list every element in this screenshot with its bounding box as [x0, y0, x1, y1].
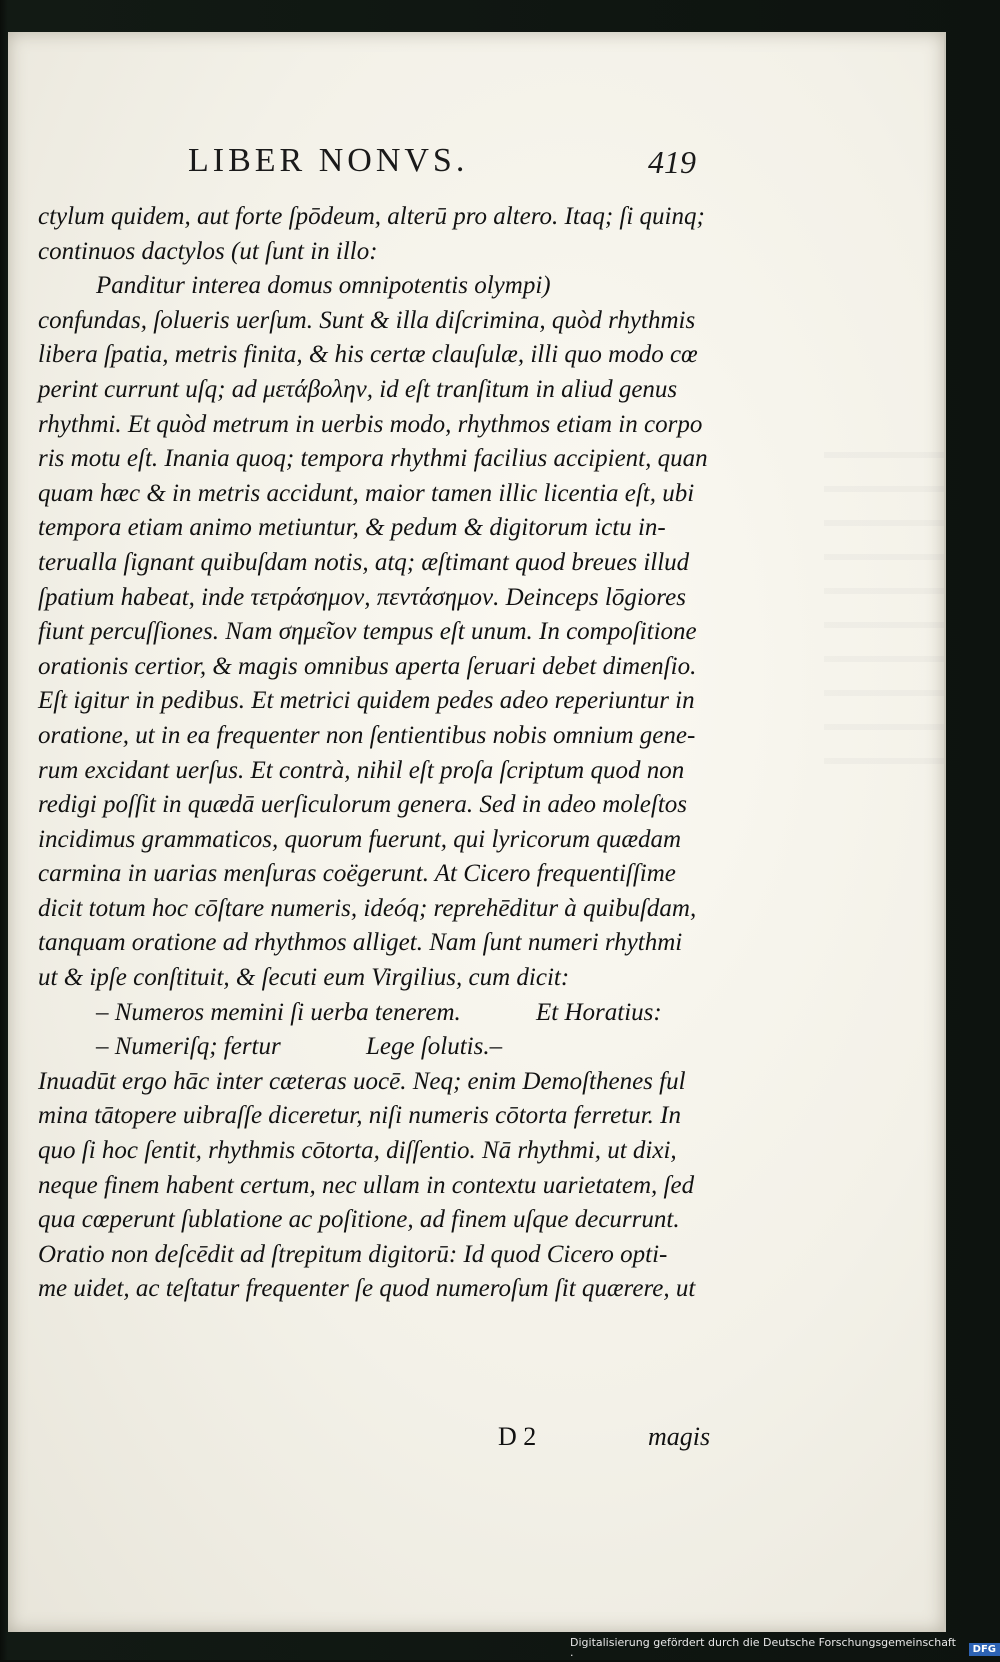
verse-quotation-text: – Numeriſq; fertur [96, 1033, 281, 1061]
text-line: terualla ſignant quibuſdam notis, atq; æſtimant quod breues illud [38, 548, 690, 576]
page-footer [38, 1422, 718, 1462]
text-line: ut & ipſe conſtituit, & ſecuti eum Virgilius, cum dicit: [38, 964, 570, 992]
text-line: quo ſi hoc ſentit, rhythmis cōtorta, diſſentio. Nā rhythmi, ut dixi, [38, 1137, 677, 1165]
text-line: perint currunt uſq; ad μετάβολην, id eſt tranſitum in aliud genus [38, 375, 678, 403]
verse-quotation-text: Lege ſolutis.– [366, 1033, 503, 1061]
running-title: LIBER NONVS. [188, 142, 469, 179]
text-line: rum excidant uerſus. Et contrà, nihil eſt proſa ſcriptum quod non [38, 756, 685, 784]
catchword: magis [648, 1422, 711, 1451]
body-text [38, 200, 718, 1307]
text-line: mina tātopere uibraſſe diceretur, niſi numeris cōtorta ferretur. In [38, 1102, 681, 1130]
text-line: Eſt igitur in pedibus. Et metrici quidem pedes adeo reperiuntur in [38, 687, 695, 715]
text-line: oratione, ut in ea frequenter non ſentientibus nobis omnium gene- [38, 721, 696, 749]
show-through-lines [824, 452, 944, 772]
funding-credit [570, 1638, 1000, 1660]
text-line: ctylum quidem, aut forte ſpōdeum, alterū pro altero. Itaq; ſi quinq; [38, 203, 705, 230]
quoted-verse-line: Panditur interea domus omnipotentis olympi) [96, 272, 551, 300]
show-through-text [798, 127, 946, 247]
text-line: tempora etiam animo metiuntur, & pedum & digitorum ictu in- [38, 514, 666, 542]
verse-attribution: Et Horatius: [536, 998, 662, 1026]
verse-quotation-text: – Numeros memini ſi uerba tenerem. [96, 998, 461, 1026]
text-line: me uidet, ac teſtatur frequenter ſe quod numeroſum ſit quærere, ut [38, 1275, 696, 1303]
funding-credit-text: Digitalisierung gefördert durch die Deutsche Forschungsgemeinschaft · [570, 1636, 956, 1662]
text-line: fiunt percuſſiones. Nam σημεῖον tempus eſt unum. In compoſitione [38, 618, 697, 646]
verse-quotation [38, 996, 718, 1031]
text-line: ſpatium habeat, inde τετράσημον, πεντάσημον. Deinceps lōgiores [38, 583, 686, 611]
text-line: continuos dactylos (ut ſunt in illo: [38, 237, 378, 265]
text-line: carmina in uarias menſuras coëgerunt. At Cicero frequentiſſime [38, 860, 676, 888]
text-line: qua cœperunt ſublatione ac poſitione, ad finem uſque decurrunt. [38, 1206, 680, 1234]
signature-mark: D 2 [498, 1422, 537, 1451]
text-line: Oratio non deſcēdit ad ſtrepitum digitorū: Id quod Cicero opti- [38, 1240, 668, 1268]
text-line: incidimus grammaticos, quorum fuerunt, qui lyricorum quædam [38, 825, 682, 853]
verse-quotation [38, 1030, 718, 1065]
book-page [8, 32, 946, 1632]
text-line: redigi poſſit in quædā uerſiculorum genera. Sed in adeo moleſtos [38, 791, 688, 819]
text-line: Inuadūt ergo hāc inter cæteras uocē. Neq; enim Demoſthenes ful [38, 1067, 686, 1095]
text-line: confundas, ſolueris uerſum. Sunt & illa diſcrimina, quòd rhythmis [38, 306, 696, 334]
text-line: orationis certior, & magis omnibus aperta ſeruari debet dimenſio. [38, 652, 697, 680]
text-line: ris motu eſt. Inania quoq; tempora rhythmi facilius accipient, quan [38, 445, 708, 473]
text-line: neque finem habent certum, nec ullam in contextu uarietatem, ſed [38, 1171, 695, 1199]
text-line: libera ſpatia, metris finita, & his certæ clauſulæ, illi quo modo cœ [38, 341, 698, 369]
page-number: 419 [648, 144, 696, 180]
text-line: dicit totum hoc cōſtare numeris, ideóq; reprehēditur à quibuſdam, [38, 894, 697, 922]
text-line: tanquam oratione ad rhythmos alliget. Nam ſunt numeri rhythmi [38, 929, 683, 957]
dfg-logo-icon: DFG [969, 1643, 1000, 1656]
text-line: quam hæc & in metris accidunt, maior tamen illic licentia eſt, ubi [38, 479, 695, 507]
text-line: rhythmi. Et quòd metrum in uerbis modo, rhythmos etiam in corpo [38, 410, 703, 438]
